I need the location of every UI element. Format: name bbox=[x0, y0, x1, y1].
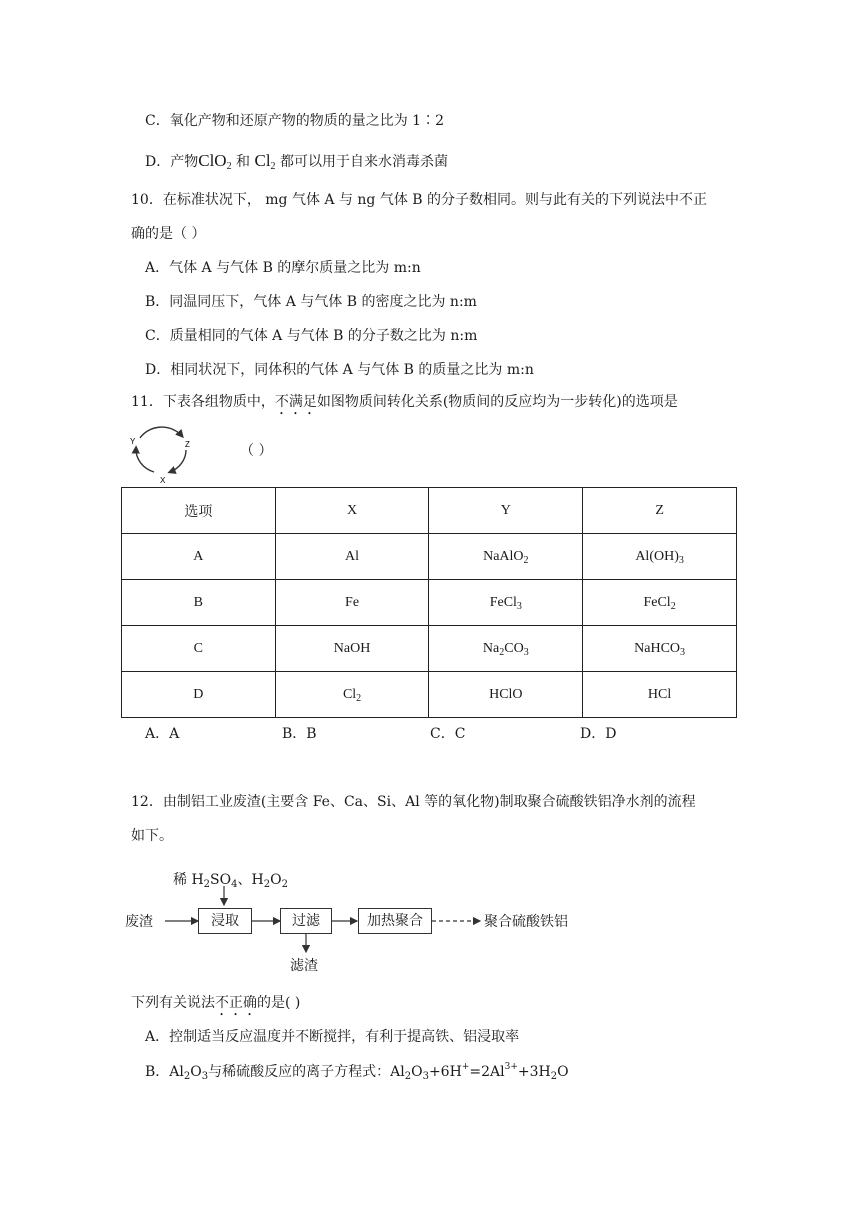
q11-stem: 11．下表各组物质中，不满足如图物质间转化关系(物质间的反应均为一步转化)的选项是 bbox=[131, 394, 678, 410]
table-row bbox=[122, 672, 737, 718]
q11-answer-c: C．C bbox=[430, 726, 466, 742]
q11-options-table bbox=[121, 487, 737, 718]
q10-option-a: A．气体 A 与气体 B 的摩尔质量之比为 m:n bbox=[145, 260, 421, 276]
q10-stem-line1: 10．在标准状况下， mg 气体 A 与 ng 气体 B 的分子数相同。则与此有关的下列说法中不正 bbox=[131, 192, 708, 208]
q12-option-a: A．控制适当反应温度并不断搅拌，有利于提高铁、铝浸取率 bbox=[145, 1029, 520, 1045]
table-header-cell: Y bbox=[429, 488, 583, 534]
table-cell-z: $Al(OH)_3$ bbox=[583, 534, 737, 580]
cycle-arrow-x-to-y bbox=[136, 448, 154, 472]
table-cell-y: $Na_2CO_3$ bbox=[429, 626, 583, 672]
q10-option-d: D．相同状况下，同体积的气体 A 与气体 B 的质量之比为 m:n bbox=[145, 362, 534, 378]
table-header-cell: 选项 bbox=[122, 488, 276, 534]
q12-stem-line1: 12．由制铝工业废渣(主要含 Fe、Ca、Si、Al 等的氧化物)制取聚合硫酸铁铝净水剂的流程 bbox=[131, 794, 696, 810]
q12-question: 下列有关说法不正确的是( ) bbox=[131, 995, 301, 1011]
q10-option-c: C．质量相同的气体 A 与气体 B 的分子数之比为 n:m bbox=[145, 328, 478, 344]
table-cell-x: $Cl_2$ bbox=[275, 672, 429, 718]
q11-answer-b: B．B bbox=[282, 726, 317, 742]
table-cell-z: NaHCO$_3$ bbox=[583, 626, 737, 672]
cycle-arrow-y-to-z bbox=[140, 427, 182, 438]
flow-step-heat-polymerize: 加热聚合 bbox=[358, 908, 432, 934]
flow-residue-label: 滤渣 bbox=[290, 958, 318, 974]
q12-option-b: B．$Al_2O_3$与稀硫酸反应的离子方程式：$Al_2O_3+6H^+=2Al^{3+}+3H_2O$ bbox=[145, 1062, 569, 1082]
cycle-label-z: Z bbox=[185, 440, 190, 449]
flow-step-filter: 过滤 bbox=[280, 908, 332, 934]
q11-answer-d: D．D bbox=[580, 726, 617, 742]
table-cell-x: NaOH bbox=[275, 626, 429, 672]
flow-output-label: 聚合硫酸铁铝 bbox=[484, 914, 568, 930]
table-cell-option: C bbox=[122, 626, 276, 672]
table-row bbox=[122, 626, 737, 672]
table-cell-y: NaAlO$_2$ bbox=[429, 534, 583, 580]
emphasis-text: 不满足 bbox=[274, 394, 317, 410]
conversion-cycle-diagram bbox=[126, 420, 198, 486]
table-row bbox=[122, 534, 737, 580]
table-cell-z: HCl bbox=[583, 672, 737, 718]
table-header-cell: X bbox=[275, 488, 429, 534]
table-cell-option: D bbox=[122, 672, 276, 718]
table-cell-y: FeCl$_3$ bbox=[429, 580, 583, 626]
table-header-cell: Z bbox=[583, 488, 737, 534]
table-cell-option: A bbox=[122, 534, 276, 580]
table-row bbox=[122, 580, 737, 626]
cycle-label-y: Y bbox=[130, 437, 136, 446]
q11-answer-paren: （ ） bbox=[240, 443, 273, 459]
q10-stem-line2: 确的是（ ） bbox=[131, 226, 206, 242]
emphasis-text: 不正确 bbox=[215, 995, 257, 1011]
q9-option-d: D．产物ClO$_2$ 和 $Cl_2$ 都可以用于自来水消毒杀菌 bbox=[145, 151, 448, 172]
q9-option-c: C．氧化产物和还原产物的物质的量之比为 1∶2 bbox=[145, 113, 444, 129]
flow-reagent-label: 稀 $H_2SO_4$、$H_2O_2$ bbox=[173, 872, 288, 890]
flow-input-label: 废渣 bbox=[125, 914, 153, 930]
table-cell-x: Fe bbox=[275, 580, 429, 626]
table-cell-y: HClO bbox=[429, 672, 583, 718]
q11-answer-a: A．A bbox=[145, 726, 180, 742]
q10-option-b: B．同温同压下，气体 A 与气体 B 的密度之比为 n:m bbox=[145, 294, 477, 310]
cycle-label-x: X bbox=[160, 476, 166, 485]
table-cell-z: FeCl$_2$ bbox=[583, 580, 737, 626]
table-cell-x: Al bbox=[275, 534, 429, 580]
flow-step-leach: 浸取 bbox=[198, 908, 252, 934]
cycle-arrow-z-to-x bbox=[170, 450, 186, 472]
table-header-row bbox=[122, 488, 737, 534]
table-cell-option: B bbox=[122, 580, 276, 626]
q12-stem-line2: 如下。 bbox=[131, 828, 173, 844]
